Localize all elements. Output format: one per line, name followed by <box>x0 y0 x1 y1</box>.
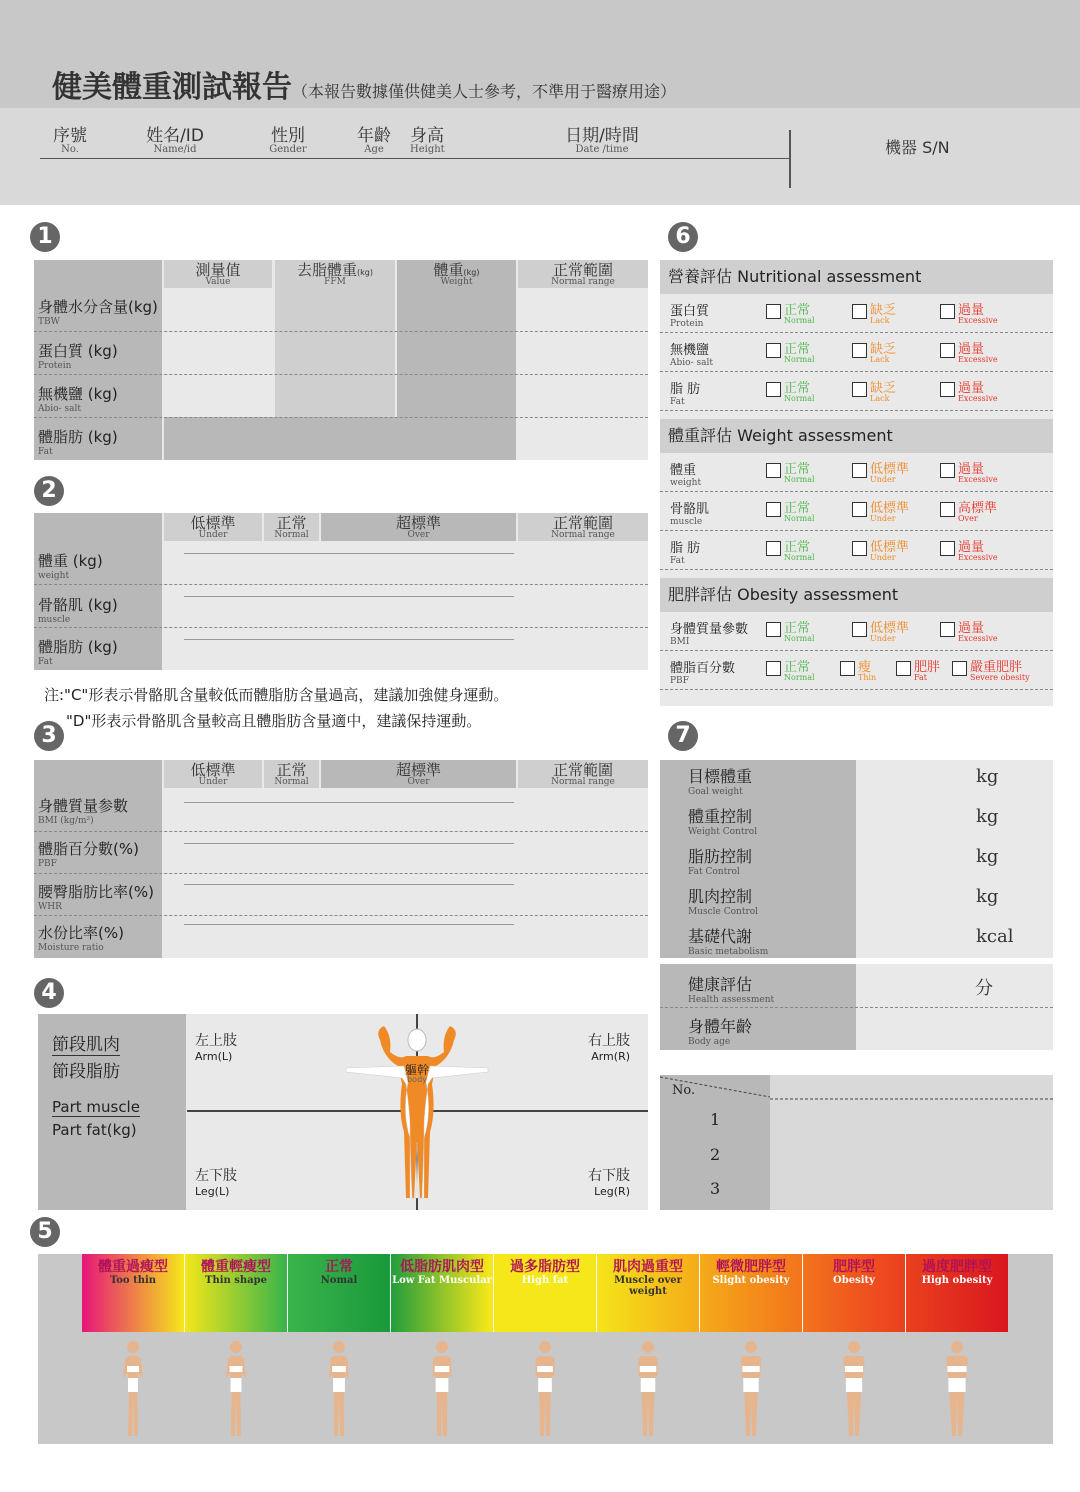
s2-divider <box>34 584 648 585</box>
s2-row-fat: 體脂肪 (kg) Fat <box>38 638 118 667</box>
body-trunk-label: 軀幹 body <box>404 1063 429 1084</box>
s6-option: 低標準 Under <box>852 463 909 484</box>
s1-divider <box>34 331 648 332</box>
s3-divider <box>34 831 648 832</box>
body-type-row <box>82 1254 1008 1332</box>
history-row-3: 3 <box>710 1179 721 1198</box>
s3-scale-bar <box>184 924 514 932</box>
note-c-shape: 注:"C"形表示骨骼肌含量較低而體脂肪含量過高，建議加強健身運動。 <box>44 686 509 704</box>
s6-option: 缺乏 Lack <box>852 304 896 325</box>
s3-col-under: 低標準 Under <box>190 761 236 787</box>
s2-row-weight: 體重 (kg) weight <box>38 552 103 581</box>
checkbox-icon[interactable] <box>766 463 781 478</box>
body-type-figure-icon <box>596 1338 699 1442</box>
checkbox-icon[interactable] <box>896 661 911 676</box>
type-slight-obesity: 輕微肥胖型 Slight obesity <box>700 1254 803 1332</box>
s6-option: 過量 Excessive <box>940 343 998 364</box>
checkbox-icon[interactable] <box>940 463 955 478</box>
type-low-fat-muscular: 低脂肪肌肉型 Low Fat Muscular <box>391 1254 494 1332</box>
type-thin-shape: 體重輕瘦型 Thin shape <box>185 1254 288 1332</box>
s1-col-range: 正常範圍 Normal range <box>551 261 615 287</box>
s7-row-unit: kg <box>976 766 999 787</box>
s6-assessment-row <box>660 453 1053 492</box>
s1-col-weight: 體重(kg) Weight <box>433 261 480 287</box>
checkbox-icon[interactable] <box>952 661 967 676</box>
s7-target-row <box>660 920 1053 960</box>
s1-row-fat: 體脂肪 (kg) Fat <box>38 428 118 457</box>
checkbox-icon[interactable] <box>940 382 955 397</box>
s3-col-range: 正常範圍 Normal range <box>551 761 615 787</box>
s4-part-muscle-zh: 節段肌肉 <box>52 1030 120 1056</box>
s6-option: 過量 Excessive <box>940 463 998 484</box>
s6-row-label: 蛋白質 Protein <box>670 304 710 329</box>
leg-right-label: 右下肢 Leg(R) <box>588 1168 630 1198</box>
s6-option: 瘦 Thin <box>840 661 876 682</box>
history-header-lines <box>660 1075 1053 1105</box>
type-high-obesity: 過度肥胖型 High obesity <box>921 1259 993 1287</box>
s6-option: 低標準 Under <box>852 541 909 562</box>
s6-option: 過量 Excessive <box>940 304 998 325</box>
checkbox-icon[interactable] <box>852 463 867 478</box>
s6-option: 正常 Normal <box>766 541 815 562</box>
arm-right-label: 右上肢 Arm(R) <box>588 1033 630 1063</box>
s3-scale-bar <box>184 884 514 892</box>
s6-assessment-row <box>660 333 1053 372</box>
s3-scale-bar <box>184 843 514 851</box>
s7-row-label: 肌肉控制 Muscle Control <box>688 887 759 917</box>
section-6-number: 6 <box>668 222 698 252</box>
s6-row-label: 身體質量參數 BMI <box>670 622 749 647</box>
checkbox-icon[interactable] <box>766 382 781 397</box>
s3-row-moisture: 水份比率(%) Moisture ratio <box>38 924 124 953</box>
s7-row-unit: kg <box>976 806 999 827</box>
s6-group-title: 體重評估 Weight assessment <box>660 419 1053 453</box>
s4-part-fat-en: Part fat(kg) <box>52 1121 137 1139</box>
s6-assessment-row <box>660 531 1053 570</box>
s6-row-label: 脂 肪 Fat <box>670 382 701 407</box>
checkbox-icon[interactable] <box>852 343 867 358</box>
checkbox-icon[interactable] <box>852 304 867 319</box>
s2-scale-bar <box>184 596 514 604</box>
s6-option: 正常 Normal <box>766 304 815 325</box>
s7-row-label: 脂肪控制 Fat Control <box>688 847 753 877</box>
checkbox-icon[interactable] <box>940 502 955 517</box>
s6-assessment-row <box>660 612 1053 651</box>
s2-row-muscle: 骨骼肌 (kg) muscle <box>38 596 118 625</box>
checkbox-icon[interactable] <box>940 304 955 319</box>
s1-row-protein: 蛋白質 (kg) Protein <box>38 342 118 371</box>
s2-col-range: 正常範圍 Normal range <box>551 514 615 540</box>
s6-option: 正常 Normal <box>766 622 815 643</box>
s3-row-whr: 腰臀脂肪比率(%) WHR <box>38 883 154 912</box>
field-height: 身高 Height <box>410 126 445 155</box>
s3-row-pbf: 體脂百分數(%) PBF <box>38 840 139 869</box>
s1-row-salt: 無機鹽 (kg) Abio- salt <box>38 385 118 414</box>
s4-part-muscle-en: Part muscle <box>52 1098 140 1116</box>
s1-col-ffm: 去脂體重(kg) FFM <box>297 261 373 287</box>
checkbox-icon[interactable] <box>940 541 955 556</box>
s3-scale-bar <box>184 802 514 810</box>
s2-col-normal: 正常 Normal <box>274 514 309 540</box>
s7-row-unit: kg <box>976 846 999 867</box>
s7-target-row <box>660 840 1053 880</box>
section-4-number: 4 <box>34 978 64 1008</box>
history-row-2: 2 <box>710 1145 721 1164</box>
body-type-figure-icon <box>905 1338 1008 1442</box>
s6-option: 低標準 Under <box>852 502 909 523</box>
s6-option: 嚴重肥胖 Severe obesity <box>952 661 1030 682</box>
report-title: 健美體重測試報告（本報告數據僅供健美人士參考，不準用于醫療用途） <box>52 70 677 105</box>
report-subtitle: （本報告數據僅供健美人士參考，不準用于醫療用途） <box>292 82 677 101</box>
s6-option: 正常 Normal <box>766 382 815 403</box>
history-row-1: 1 <box>710 1110 721 1129</box>
s6-group-title: 肥胖評估 Obesity assessment <box>660 578 1053 612</box>
checkbox-icon[interactable] <box>852 502 867 517</box>
s6-assessment-row <box>660 294 1053 333</box>
checkbox-icon[interactable] <box>840 661 855 676</box>
type-muscle-overweight: 肌肉過重型 Muscle over weight <box>597 1254 700 1332</box>
s1-fat-bar <box>164 417 516 460</box>
type-too-thin: 體重過瘦型 Too thin <box>82 1254 185 1332</box>
body-age-label: 身體年齡 Body age <box>688 1017 753 1047</box>
s3-col-over: 超標準 Over <box>395 761 441 787</box>
s6-row-label: 骨骼肌 muscle <box>670 502 710 527</box>
s7-row-label: 目標體重 Goal weight <box>688 767 753 797</box>
checkbox-icon[interactable] <box>852 622 867 637</box>
section-6-panel <box>660 260 1053 706</box>
history-no-label: No. <box>672 1083 696 1098</box>
checkbox-icon[interactable] <box>766 304 781 319</box>
field-name: 姓名/ID Name/id <box>146 126 204 155</box>
body-type-figure-icon <box>494 1338 597 1442</box>
s6-group-title: 營養評估 Nutritional assessment <box>660 260 1053 294</box>
s1-divider <box>34 417 648 418</box>
arm-left-label: 左上肢 Arm(L) <box>195 1033 237 1063</box>
s6-row-label: 體重 weight <box>670 463 702 488</box>
field-datetime: 日期/時間 Date /time <box>565 126 639 155</box>
health-assessment-label: 健康評估 Health assessment <box>688 975 775 1005</box>
machine-sn: 機器 S/N <box>885 138 950 157</box>
body-type-figure-icon <box>185 1338 288 1442</box>
field-age: 年齡 Age <box>357 126 391 155</box>
section-7-number: 7 <box>668 721 698 751</box>
s7-row-unit: kcal <box>976 926 1014 947</box>
s6-option: 高標準 Over <box>940 502 997 523</box>
s6-assessment-row <box>660 372 1053 411</box>
body-type-figure-icon <box>391 1338 494 1442</box>
s2-scale-bar <box>184 639 514 647</box>
s6-row-label: 無機鹽 Abio- salt <box>670 343 713 368</box>
s7-target-row <box>660 800 1053 840</box>
s6-option: 過量 Excessive <box>940 622 998 643</box>
body-type-figure-icon <box>288 1338 391 1442</box>
type-normal: 正常 Nomal <box>288 1254 391 1332</box>
header-divider <box>40 158 790 159</box>
body-type-figure-icon <box>82 1338 185 1442</box>
health-unit: 分 <box>975 978 993 999</box>
note-d-shape: "D"形表示骨骼肌含量較高且體脂肪含量適中，建議保持運動。 <box>66 712 482 730</box>
s7-row-label: 基礎代謝 Basic metabolism <box>688 927 769 957</box>
s1-divider <box>34 374 648 375</box>
s6-option: 低標準 Under <box>852 622 909 643</box>
type-obesity: 肥胖型 Obesity <box>803 1254 906 1332</box>
s6-assessment-row <box>660 492 1053 531</box>
s6-row-label: 脂 肪 Fat <box>670 541 701 566</box>
checkbox-icon[interactable] <box>940 343 955 358</box>
s2-col-over: 超標準 Over <box>395 514 441 540</box>
s7-target-row <box>660 880 1053 920</box>
body-figure-icon <box>340 1022 494 1202</box>
checkbox-icon[interactable] <box>766 541 781 556</box>
section-2-number: 2 <box>34 476 64 506</box>
s6-option: 過量 Excessive <box>940 541 998 562</box>
body-type-figures <box>82 1338 1008 1442</box>
checkbox-icon[interactable] <box>940 622 955 637</box>
checkbox-icon[interactable] <box>852 541 867 556</box>
s6-option: 缺乏 Lack <box>852 343 896 364</box>
field-no: 序號 No. <box>53 126 87 155</box>
s1-row-tbw: 身體水分含量(kg) TBW <box>38 298 158 327</box>
s6-option: 正常 Normal <box>766 463 815 484</box>
s2-divider <box>34 627 648 628</box>
header-vdivider <box>789 130 791 188</box>
s7-row-label: 體重控制 Weight Control <box>688 807 758 837</box>
leg-left-label: 左下肢 Leg(L) <box>195 1168 237 1198</box>
checkbox-icon[interactable] <box>766 622 781 637</box>
s6-row-label: 體脂百分數 PBF <box>670 661 736 686</box>
s3-row-bmi: 身體質量参數 BMI (kg/m²) <box>38 797 129 826</box>
checkbox-icon[interactable] <box>766 661 781 676</box>
s7-target-row <box>660 760 1053 800</box>
s6-option: 正常 Normal <box>766 343 815 364</box>
s1-col-value: 測量值 Value <box>195 261 241 287</box>
checkbox-icon[interactable] <box>766 502 781 517</box>
s4-part-fat-zh: 節段脂肪 <box>52 1062 120 1082</box>
s6-option: 肥胖 Fat <box>896 661 940 682</box>
s3-divider <box>34 873 648 874</box>
body-type-figure-icon <box>802 1338 905 1442</box>
s6-option: 過量 Excessive <box>940 382 998 403</box>
section-3-number: 3 <box>34 721 64 751</box>
s2-col-under: 低標準 Under <box>190 514 236 540</box>
s6-assessment-row <box>660 651 1053 690</box>
body-type-figure-icon <box>699 1338 802 1442</box>
s3-divider <box>34 915 648 916</box>
s7-row-unit: kg <box>976 886 999 907</box>
type-high-fat: 過多脂肪型 High fat <box>494 1254 597 1332</box>
checkbox-icon[interactable] <box>852 382 867 397</box>
s7-rows <box>660 760 1053 958</box>
checkbox-icon[interactable] <box>766 343 781 358</box>
section-5-number: 5 <box>30 1217 60 1247</box>
s6-option: 缺乏 Lack <box>852 382 896 403</box>
section-1-number: 1 <box>30 222 60 252</box>
health-divider <box>660 1007 1053 1008</box>
field-gender: 性別 Gender <box>269 126 307 155</box>
s6-option: 正常 Normal <box>766 502 815 523</box>
s3-col-normal: 正常 Normal <box>274 761 309 787</box>
s2-scale-bar <box>184 553 514 561</box>
s6-option: 正常 Normal <box>766 661 815 682</box>
